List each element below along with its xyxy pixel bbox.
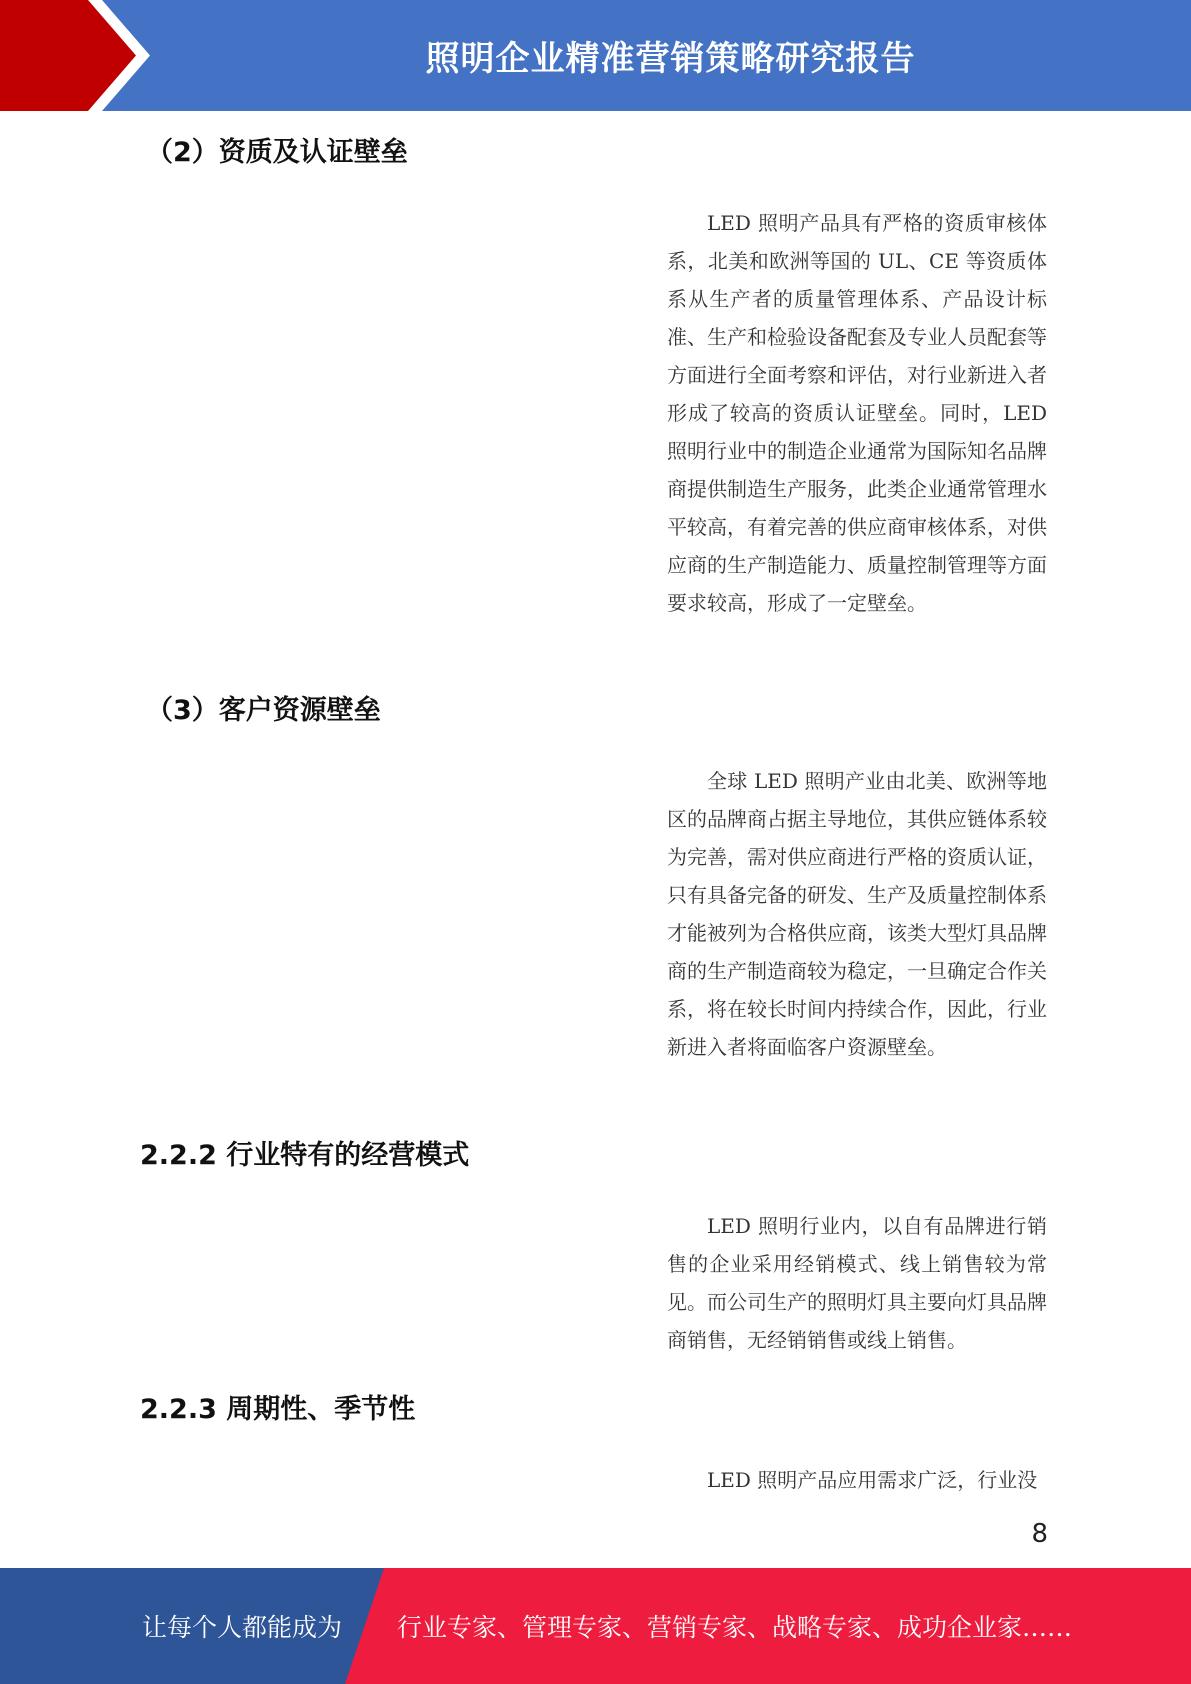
page-header [0, 0, 1191, 111]
footer-slogan-roles: 行业专家、管理专家、营销专家、战略专家、成功企业家…… [397, 1613, 1073, 1642]
paragraph-qualification-barrier: LED 照明产品具有严格的资质审核体系，北美和欧洲等国的 UL、CE 等资质体系从生产者的质量管理体系、产品设计标准、生产和检验设备配套及专业人员配套等方面进行全面考察和评估，对行业新进入者形成了较高的资质认证壁垒。同时，LED 照明行业中的制造企业通常为国际知名品牌商提供制造生产服务，此类企业通常管理水平较高，有着完善的供应商审核体系，对供应商的生产制造能力、质量控制管理等方面要求较高，形成了一定壁垒。 [667, 211, 1047, 615]
section-heading-business-model: 2.2.2 行业特有的经营模式 [140, 1140, 470, 1171]
section-heading-customer-barrier: （3）客户资源壁垒 [146, 695, 381, 726]
header-arrow-decoration [0, 0, 160, 111]
report-title: 照明企业精准营销策略研究报告 [425, 39, 916, 79]
page-footer [0, 1568, 1191, 1684]
section-heading-seasonality: 2.2.3 周期性、季节性 [140, 1394, 416, 1425]
paragraph-customer-barrier: 全球 LED 照明产业由北美、欧洲等地区的品牌商占据主导地位，其供应链体系较为完善，需对供应商进行严格的资质认证，只有具备完备的研发、生产及质量控制体系才能被列为合格供应商，该类大型灯具品牌商的生产制造商较为稳定，一旦确定合作关系，将在较长时间内持续合作，因此，行业新进入者将面临客户资源壁垒。 [667, 769, 1047, 1059]
footer-slogan-lead: 让每个人都能成为 [142, 1613, 343, 1642]
page-number: 8 [1031, 1519, 1048, 1549]
paragraph-business-model: LED 照明行业内，以自有品牌进行销售的企业采用经销模式、线上销售较为常见。而公司生产的照明灯具主要向灯具品牌商销售，无经销销售或线上销售。 [667, 1214, 1047, 1352]
section-heading-qualification-barrier: （2）资质及认证壁垒 [146, 137, 408, 168]
paragraph-seasonality: LED 照明产品应用需求广泛，行业没 [707, 1468, 1038, 1492]
